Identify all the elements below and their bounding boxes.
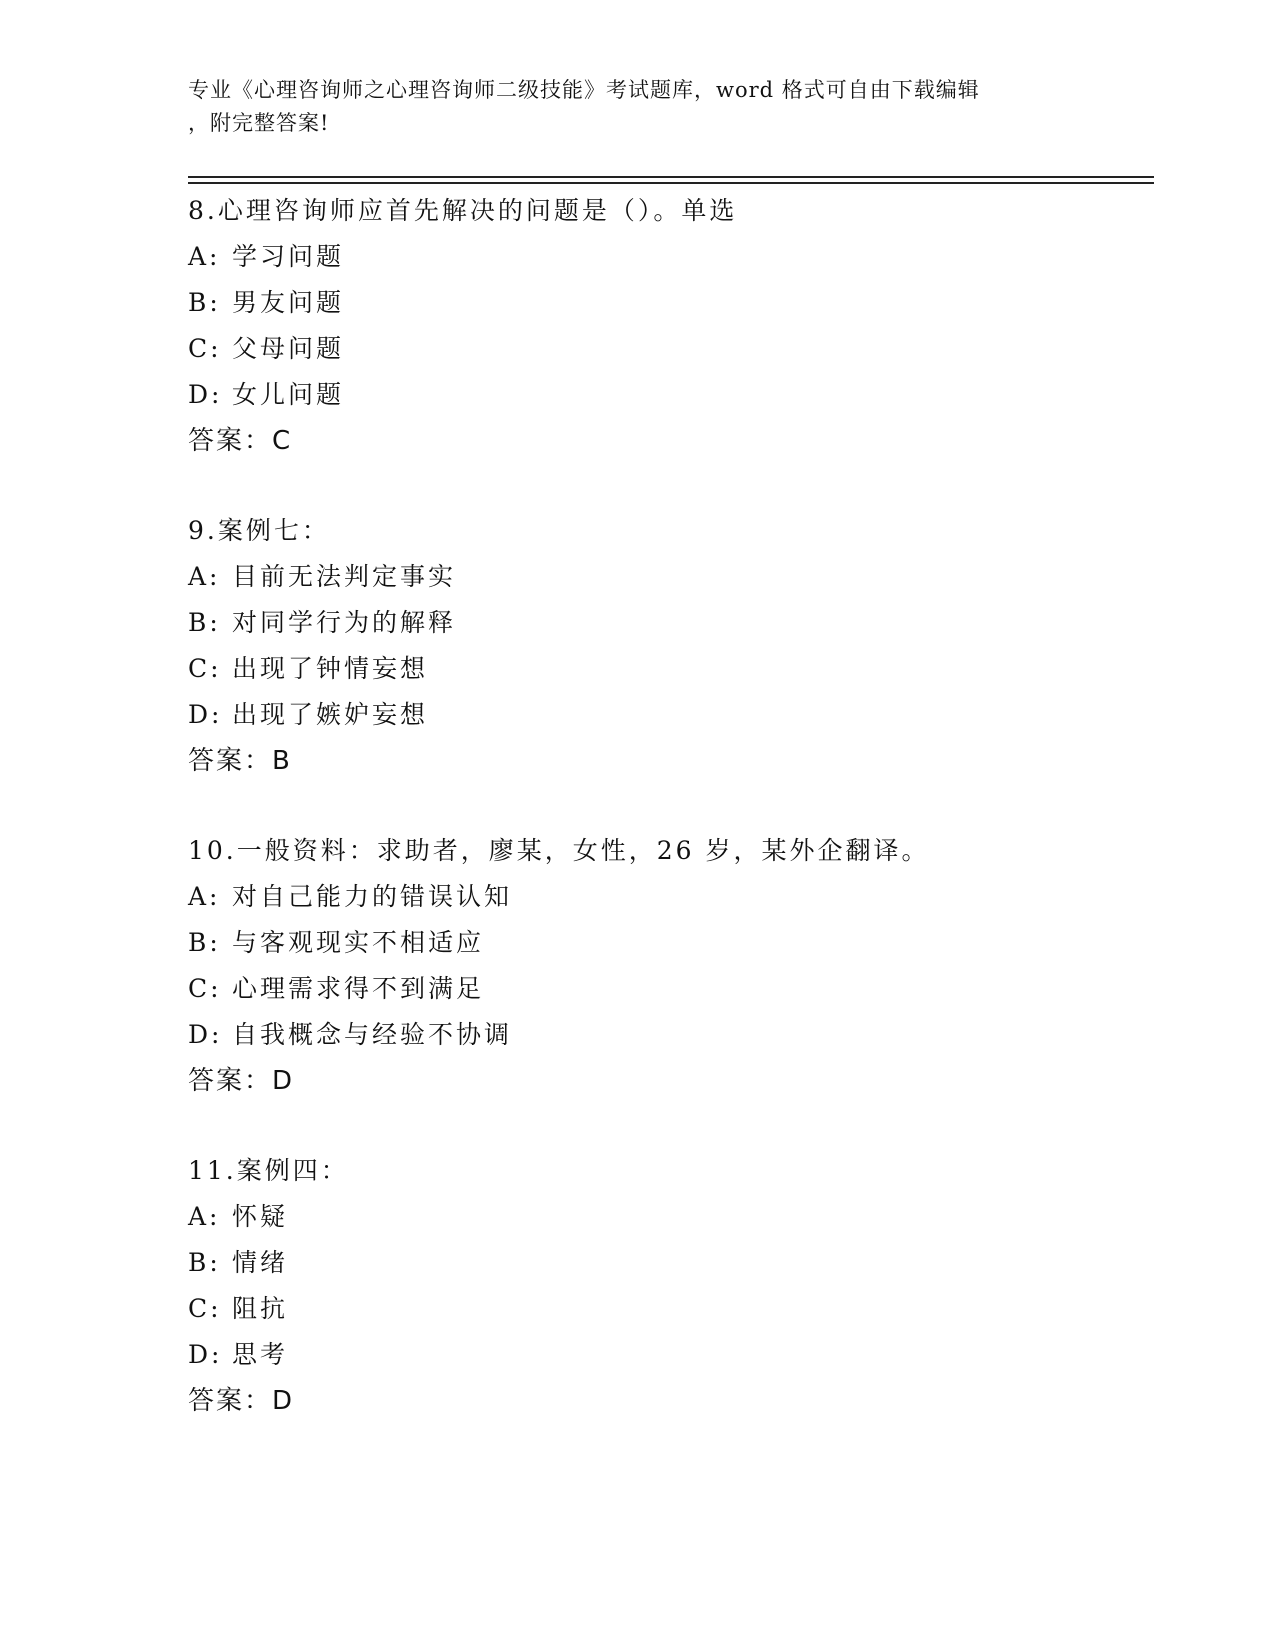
option-a xyxy=(188,874,1148,920)
option-key: C: xyxy=(188,1294,222,1323)
option-c xyxy=(188,326,1148,372)
question-10 xyxy=(188,828,1148,1104)
question-list xyxy=(188,188,1148,1468)
question-8 xyxy=(188,188,1148,464)
option-b xyxy=(188,920,1148,966)
option-b xyxy=(188,600,1148,646)
option-text: 与客观现实不相适应 xyxy=(232,928,485,957)
option-c xyxy=(188,646,1148,692)
option-key: C: xyxy=(188,974,222,1003)
option-text: 自我概念与经验不协调 xyxy=(232,1020,513,1049)
option-key: B: xyxy=(188,1248,221,1277)
option-key: D: xyxy=(188,1340,223,1369)
option-key: B: xyxy=(188,608,221,637)
option-text: 出现了嫉妒妄想 xyxy=(232,700,429,729)
option-text: 心理需求得不到满足 xyxy=(232,974,485,1003)
option-a xyxy=(188,1194,1148,1240)
option-text: 目前无法判定事实 xyxy=(232,562,457,591)
option-key: A: xyxy=(188,1202,221,1231)
option-key: A: xyxy=(188,882,221,911)
option-text: 出现了钟情妄想 xyxy=(232,654,429,683)
option-text: 父母问题 xyxy=(232,334,345,363)
option-a xyxy=(188,554,1148,600)
option-text: 学习问题 xyxy=(232,242,345,271)
option-c xyxy=(188,966,1148,1012)
option-key: C: xyxy=(188,334,222,363)
option-b xyxy=(188,1240,1148,1286)
option-text: 对自己能力的错误认知 xyxy=(232,882,513,911)
option-key: D: xyxy=(188,1020,223,1049)
header-line-2: ，附完整答案! xyxy=(188,111,330,135)
option-key: A: xyxy=(188,242,221,271)
document-header xyxy=(188,74,1068,140)
option-key: B: xyxy=(188,288,221,317)
option-text: 对同学行为的解释 xyxy=(232,608,457,637)
option-text: 思考 xyxy=(232,1340,289,1369)
option-b xyxy=(188,280,1148,326)
question-title: 9.案例七： xyxy=(188,516,330,545)
option-text: 阻抗 xyxy=(232,1294,289,1323)
option-key: D: xyxy=(188,700,223,729)
answer: 答案：D xyxy=(188,1386,295,1416)
option-d xyxy=(188,372,1148,418)
option-key: A: xyxy=(188,562,221,591)
answer: 答案：C xyxy=(188,426,293,456)
option-a xyxy=(188,234,1148,280)
option-text: 女儿问题 xyxy=(232,380,345,409)
option-c xyxy=(188,1286,1148,1332)
question-11 xyxy=(188,1148,1148,1424)
answer: 答案：D xyxy=(188,1066,295,1096)
answer: 答案：B xyxy=(188,746,292,776)
option-d xyxy=(188,1012,1148,1058)
option-key: B: xyxy=(188,928,221,957)
header-divider-bottom xyxy=(188,182,1154,184)
question-title: 8.心理咨询师应首先解决的问题是（）。单选 xyxy=(188,196,738,225)
option-key: C: xyxy=(188,654,222,683)
question-title: 10.一般资料：求助者，廖某，女性，26 岁，某外企翻译。 xyxy=(188,836,930,865)
option-d xyxy=(188,1332,1148,1378)
option-key: D: xyxy=(188,380,223,409)
header-divider-top xyxy=(188,176,1154,178)
option-d xyxy=(188,692,1148,738)
option-text: 男友问题 xyxy=(232,288,345,317)
header-line-1: 专业《心理咨询师之心理咨询师二级技能》考试题库，word 格式可自由下载编辑 xyxy=(188,78,980,102)
option-text: 怀疑 xyxy=(232,1202,289,1231)
option-text: 情绪 xyxy=(232,1248,289,1277)
question-title: 11.案例四： xyxy=(188,1156,349,1185)
question-9 xyxy=(188,508,1148,784)
